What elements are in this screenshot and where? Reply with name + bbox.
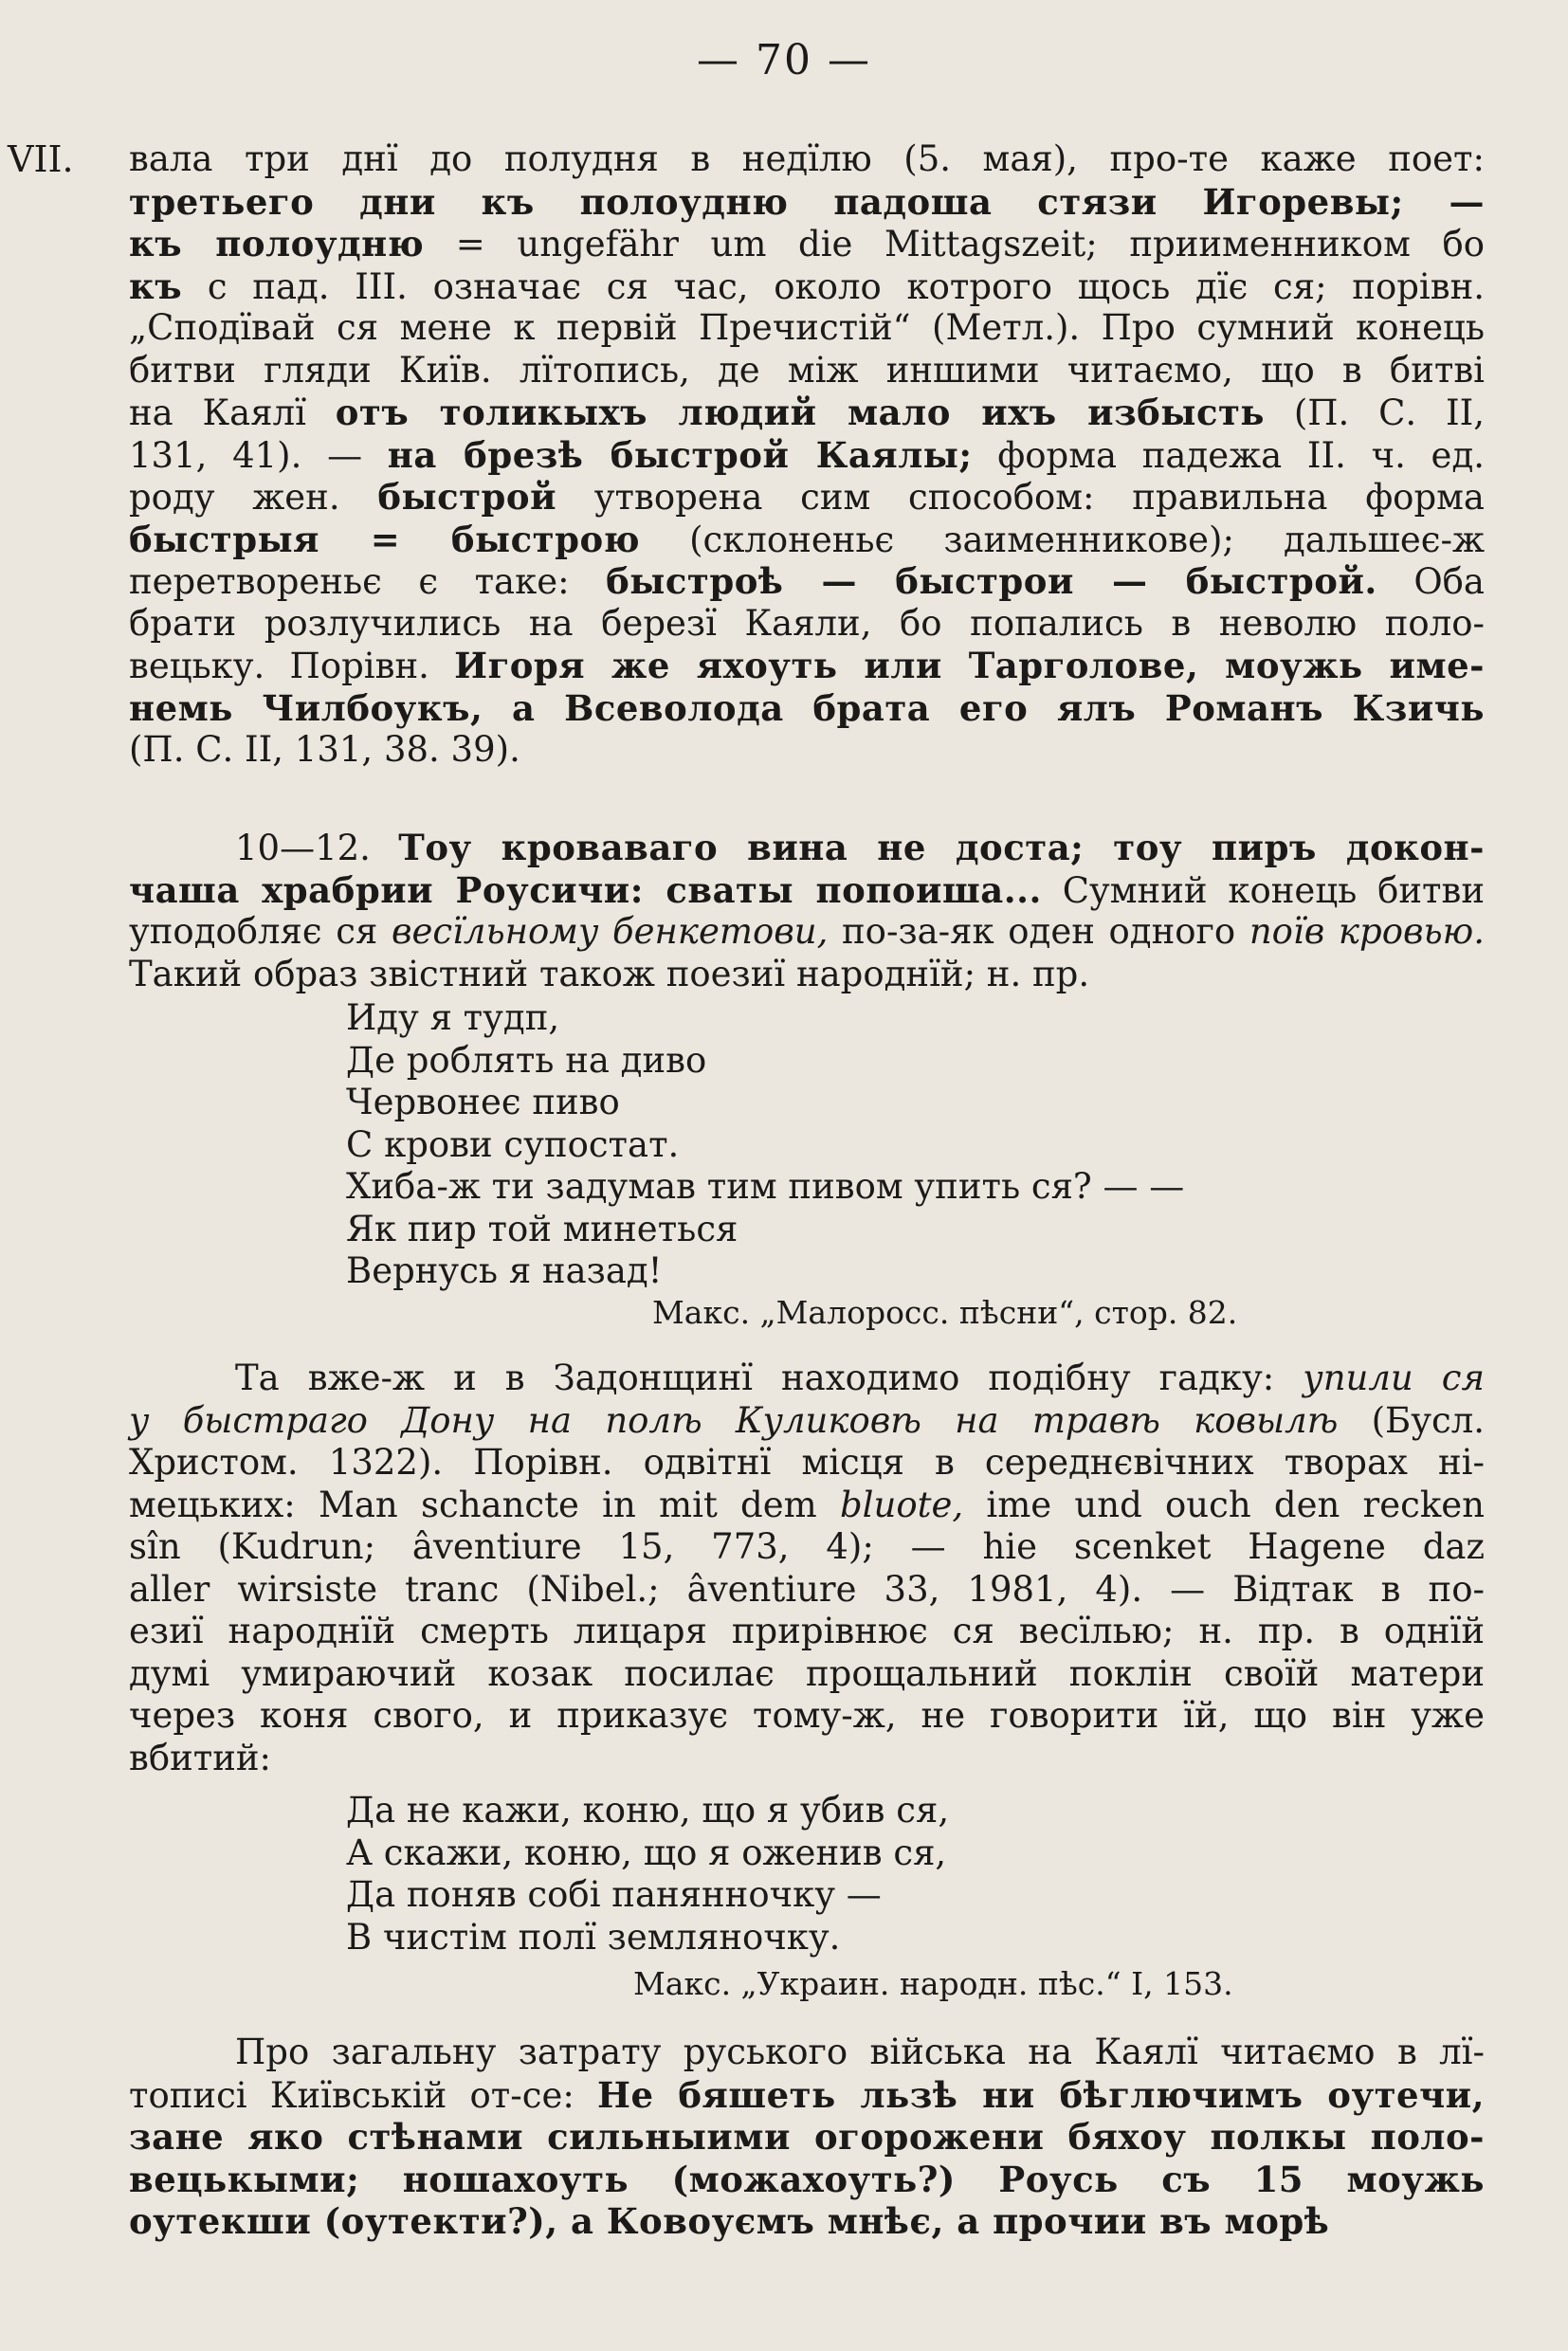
text-span: Та вже-ж и в Задонщинї находимо подібну гадку: (235, 1358, 1304, 1398)
text-span: вецьку. Порівн. (129, 646, 455, 686)
text-span: Оба (1377, 561, 1485, 602)
text-span: Про загальну затрату руського війська на Каялї читаємо в лї- (235, 2032, 1485, 2072)
church-slavonic-quote: къ (129, 264, 183, 307)
verse-line: А скажи, коню, що я оженив ся, (346, 1832, 947, 1873)
text-line (129, 560, 1485, 603)
text-line (129, 434, 1485, 477)
text-line (129, 1738, 1485, 1780)
text-line (129, 827, 1485, 869)
church-slavonic-quote: третьего дни къ полоудню падоша стязи Игоревы; — (129, 180, 1485, 223)
paragraph-4 (129, 2032, 1485, 2243)
verse-2 (346, 1790, 1389, 1959)
paragraph-3 (129, 1358, 1485, 1779)
text-span: вала три днї до полудня в недїлю (5. мая), про-те каже поет: (129, 138, 1485, 179)
text-span: Такий образ звістний також поезиї народнїй; н. пр. (129, 953, 1090, 994)
text-line (129, 729, 1485, 772)
text-line (129, 603, 1485, 646)
text-span: 10—12. (235, 828, 399, 868)
text-span: = ungefähr um die Mittagszeit; приименником бо (424, 224, 1485, 264)
church-slavonic-quote: Игоря же яхоуть или Тарголове, моужь име- (454, 645, 1485, 686)
text-line (129, 1569, 1485, 1612)
italic-text: поїв кровью. (1249, 911, 1485, 952)
text-line (129, 1442, 1485, 1485)
text-span: „Сподївай ся мене к первій Пречистій“ (Метл.). Про сумний конець (129, 307, 1485, 348)
church-slavonic-quote: оутекши (оутекти?), а Ковоуємъ мнѣє, а прочии въ морѣ (129, 2200, 1330, 2242)
paragraph-2 (129, 827, 1485, 995)
church-slavonic-quote: вецькыми; ношахоуть (можахоуть?) Роусь съ 15 моужь (129, 2158, 1485, 2200)
text-span: вбитий: (129, 1737, 272, 1778)
section-marker: VII. (8, 138, 74, 180)
text-line (129, 911, 1485, 954)
text-line (129, 1358, 1485, 1400)
church-slavonic-quote: быстрой (377, 476, 557, 518)
verse-line: В чистім полї земляночку. (346, 1916, 841, 1958)
text-span: уподобляє ся (129, 911, 392, 952)
text-line (129, 2200, 1485, 2243)
text-line (129, 223, 1485, 265)
text-span: aller wirsiste tranc (Nibel.; âventiure 33, 1981, 4). — Відтак в по- (129, 1568, 1485, 1610)
text-span: (Бусл. (1338, 1399, 1485, 1441)
verse-line: Иду я тудп, (346, 997, 560, 1038)
text-span: с пад. III. означає ся час, около котрого щось дїє ся; порівн. (182, 265, 1485, 307)
text-line (129, 645, 1485, 687)
church-slavonic-quote: Не бяшеть льзѣ ни бѣглючимъ оутечи, (597, 2073, 1486, 2116)
verse-line: Хиба-ж ти задумав тим пивом упить ся? — — (346, 1166, 1185, 1207)
text-span: брати розлучились на березї Каяли, бо попались в неволю поло- (129, 602, 1485, 644)
italic-text: упили ся (1303, 1358, 1485, 1398)
verse-1 (346, 997, 1389, 1293)
text-line (129, 2116, 1485, 2159)
text-line (129, 1400, 1485, 1443)
verse-line: Вернусь я назад! (346, 1250, 663, 1291)
text-span: Сумний конець битви (1041, 869, 1485, 911)
text-line (129, 2159, 1485, 2201)
church-slavonic-quote: Тоу кроваваго вина не доста; тоу пиръ докон- (398, 827, 1485, 868)
text-span: роду жен. (129, 477, 378, 518)
verse-line: С крови супостат. (346, 1123, 680, 1165)
text-span: через коня свого, и приказує тому-ж, не говорити їй, що він уже (129, 1695, 1485, 1736)
citation-2-text: Макс. „Украин. народн. пѣс.“ I, 153. (633, 1965, 1233, 2002)
text-line (129, 869, 1485, 912)
italic-text: у быстраго Дону на полѣ Куликовѣ на травѣ ковылѣ (129, 1399, 1339, 1441)
text-span: тописі Київській от-се: (129, 2074, 598, 2116)
text-line (129, 1526, 1485, 1569)
citation-2 (633, 1963, 1486, 2006)
text-span: перетвореньє є таке: (129, 561, 607, 602)
citation-1-text: Макс. „Малоросс. пѣсни“, стор. 82. (652, 1294, 1238, 1331)
text-line (129, 1485, 1485, 1527)
text-line (129, 476, 1485, 519)
text-line (129, 1695, 1485, 1738)
text-line (129, 392, 1485, 434)
text-span: по-за-як оден одного (828, 911, 1249, 952)
text-line (129, 954, 1485, 996)
text-span: sîn (Kudrun; âventiure 15, 773, 4); — hie scenket Hagene daz (129, 1526, 1485, 1567)
verse-line: Як пир той минеться (346, 1208, 738, 1249)
text-span: форма падежа II. ч. ед. (972, 434, 1485, 476)
church-slavonic-quote: быстроѣ — быстрои — быстрой. (606, 560, 1377, 602)
text-span: думі умираючий козак посилає прощальний поклін своїй матери (129, 1652, 1485, 1694)
text-span: мецьких: Man schancte in mit dem (129, 1484, 840, 1525)
text-span: (П. С. II, (1265, 392, 1486, 433)
text-line (129, 265, 1485, 308)
paragraph-1 (129, 138, 1485, 772)
church-slavonic-quote: на брезѣ быстрой Каялы; (387, 433, 973, 476)
text-line (129, 138, 1485, 181)
text-span: езиї народнїй смерть лицаря прирівнює ся весїлью; н. пр. в однїй (129, 1611, 1485, 1651)
citation-1 (652, 1292, 1505, 1335)
church-slavonic-quote: чаша храбрии Роусичи: сваты попоиша... (129, 868, 1042, 911)
church-slavonic-quote: немь Чилбоукъ, а Всеволода брата его ялъ Романъ Кзичь (129, 686, 1485, 729)
text-line (129, 1611, 1485, 1653)
page-number: — 70 — (697, 36, 871, 84)
text-line (129, 350, 1485, 392)
text-span: 131, 41). — (129, 434, 388, 476)
text-line (129, 2074, 1485, 2117)
church-slavonic-quote: отъ толикыхъ людий мало ихъ избысть (335, 392, 1266, 433)
text-span: на Каялї (129, 392, 336, 433)
text-span: (склоненьє заименникове); дальшеє-ж (640, 519, 1486, 560)
church-slavonic-quote: зане яко стѣнами сильныими огорожени бяхоу полкы поло- (129, 2116, 1485, 2158)
text-line (129, 687, 1485, 730)
text-line (129, 519, 1485, 561)
verse-line: Червонеє пиво (346, 1082, 620, 1122)
text-line (129, 307, 1485, 350)
text-line (129, 1653, 1485, 1696)
italic-text: весїльному бенкетови, (391, 911, 829, 952)
text-span: битви гляди Київ. лїтопись, де між иншими читаємо, що в битві (129, 349, 1485, 391)
church-slavonic-quote: быстрыя = быстрою (129, 518, 641, 560)
verse-line: Да поняв собі панянночку — (346, 1874, 882, 1915)
text-line (129, 2032, 1485, 2074)
verse-line: Де роблять на диво (346, 1039, 707, 1081)
text-span: утворена сим способом: правильна форма (556, 477, 1485, 518)
church-slavonic-quote: къ полоудню (129, 223, 425, 264)
text-span: (П. С. II, 131, 38. 39). (129, 729, 520, 770)
text-span: ime und ouch den recken (963, 1484, 1485, 1525)
text-span: Христом. 1322). Порівн. одвітнї місця в середнєвічних творах ні- (129, 1442, 1485, 1483)
verse-line: Да не кажи, коню, що я убив ся, (346, 1790, 950, 1831)
text-line (129, 181, 1485, 224)
italic-text: bluote, (839, 1484, 964, 1525)
